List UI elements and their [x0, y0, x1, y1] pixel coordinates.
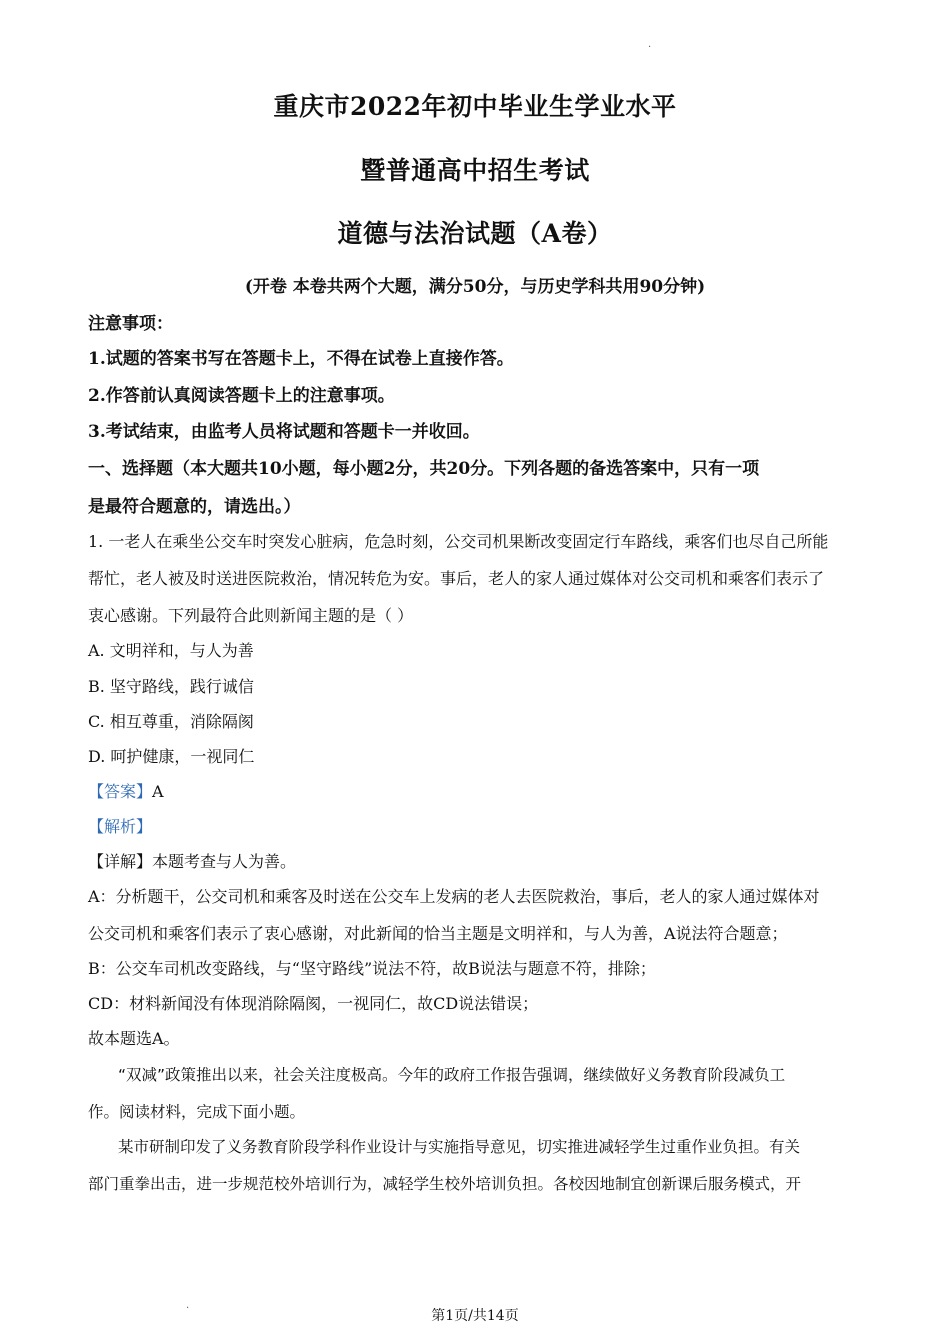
- footer-mark-dot: .: [186, 1300, 190, 1311]
- detail-line: 公交司机和乘客们表示了衷心感谢，对此新闻的恰当主题是文明祥和，与人为善，A说法符合题意；: [88, 924, 788, 943]
- answer-tag: 【答案】: [88, 782, 153, 801]
- option-b: B. 坚守路线，践行诚信: [88, 677, 254, 696]
- question-stem-line: 1. 一老人在乘坐公交车时突发心脏病，危急时刻，公交司机果断改变固定行车路线，乘客们也尽自己所能: [88, 532, 829, 551]
- question-stem-line: 衷心感谢。下列最符合此则新闻主题的是（ ）: [88, 606, 414, 625]
- detail-line: 【详解】本题考查与人为善。: [88, 852, 297, 871]
- exam-title-line1: 重庆市2022年初中毕业生学业水平: [273, 92, 677, 121]
- option-c: C. 相互尊重，消除隔阂: [88, 712, 254, 731]
- notice-item: 1.试题的答案书写在答题卡上，不得在试卷上直接作答。: [88, 349, 514, 369]
- page-mark-dot: .: [648, 39, 652, 50]
- material-body-line: 某市研制印发了义务教育阶段学科作业设计与实施指导意见，切实推进减轻学生过重作业负担。有关: [118, 1138, 801, 1156]
- option-d: D. 呵护健康，一视同仁: [88, 747, 255, 766]
- detail-line: CD：材料新闻没有体现消除隔阂，一视同仁，故CD说法错误；: [88, 994, 539, 1013]
- notice-item: 2.作答前认真阅读答题卡上的注意事项。: [88, 386, 395, 406]
- material-body-line: 部门重拳出击，进一步规范校外培训行为，减轻学生校外培训负担。各校因地制宜创新课后服务模式，开: [88, 1175, 802, 1193]
- notice-heading: 注意事项：: [88, 314, 173, 334]
- detail-line: 故本题选A。: [88, 1029, 180, 1048]
- material-intro-line: 作。阅读材料，完成下面小题。: [88, 1103, 306, 1121]
- detail-line: A：分析题干，公交司机和乘客及时送在公交车上发病的老人去医院救治，事后，老人的家人通过媒体对: [88, 887, 820, 906]
- page-number: 第1页/共14页: [431, 1308, 519, 1324]
- answer-line: [88, 781, 863, 803]
- detail-line: B：公交车司机改变路线，与“坚守路线”说法不符，故B说法与题意不符，排除；: [88, 959, 656, 978]
- exam-title-line2: 暨普通高中招生考试: [360, 156, 590, 185]
- section-heading-line1: 一、选择题（本大题共10小题，每小题2分，共20分。下列各题的备选答案中，只有一项: [88, 459, 760, 479]
- exam-title-line3: 道德与法治试题（A卷）: [337, 219, 613, 248]
- analysis-tag: 【解析】: [88, 817, 153, 836]
- option-a: A. 文明祥和，与人为善: [88, 641, 254, 660]
- analysis-line: [88, 816, 863, 838]
- answer-value: A: [152, 782, 164, 801]
- material-intro-line: “双减”政策推出以来，社会关注度极高。今年的政府工作报告强调，继续做好义务教育阶段减负工: [118, 1066, 786, 1084]
- question-stem-line: 帮忙，老人被及时送进医院救治，情况转危为安。事后，老人的家人通过媒体对公交司机和乘客们表示了: [88, 569, 825, 588]
- section-heading-line2: 是最符合题意的，请选出。）: [88, 497, 301, 517]
- exam-note: (开卷 本卷共两个大题，满分50分，与历史学科共用90分钟): [244, 277, 706, 297]
- notice-item: 3.考试结束，由监考人员将试题和答题卡一并收回。: [88, 422, 480, 442]
